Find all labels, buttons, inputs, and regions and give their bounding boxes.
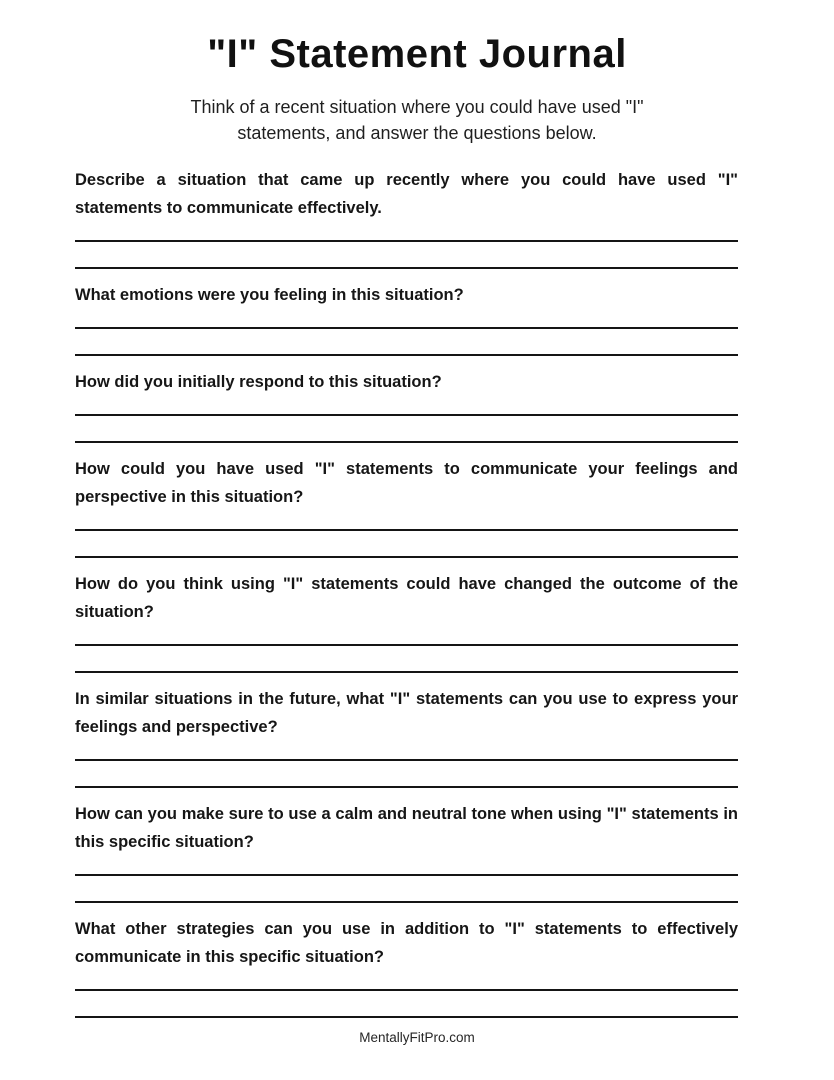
page-subtitle bbox=[0, 94, 834, 146]
questions-section bbox=[75, 166, 738, 1018]
question-block-8 bbox=[75, 915, 738, 1018]
answer-line bbox=[75, 671, 738, 673]
answer-line bbox=[75, 414, 738, 416]
answer-line bbox=[75, 556, 738, 558]
answer-line bbox=[75, 354, 738, 356]
question-block-7 bbox=[75, 800, 738, 903]
question-text: What emotions were you feeling in this situation? bbox=[75, 286, 464, 304]
question-text: What other strategies can you use in addition to "I" statements to effectively communicate in this specific situation? bbox=[75, 920, 738, 966]
answer-line bbox=[75, 1016, 738, 1018]
question-text: In similar situations in the future, what "I" statements can you use to express your feelings and perspective? bbox=[75, 690, 738, 736]
question-block-2 bbox=[75, 281, 738, 356]
answer-line bbox=[75, 529, 738, 531]
question-text: How did you initially respond to this situation? bbox=[75, 373, 442, 391]
answer-line bbox=[75, 267, 738, 269]
answer-line bbox=[75, 989, 738, 991]
question-block-3 bbox=[75, 368, 738, 443]
question-block-4 bbox=[75, 455, 738, 558]
subtitle-line-2: statements, and answer the questions below. bbox=[237, 123, 597, 143]
footer-site-text: MentallyFitPro.com bbox=[359, 1030, 475, 1045]
question-text: How do you think using "I" statements could have changed the outcome of the situation? bbox=[75, 575, 738, 621]
answer-line bbox=[75, 644, 738, 646]
question-block-6 bbox=[75, 685, 738, 788]
answer-line bbox=[75, 759, 738, 761]
question-block-5 bbox=[75, 570, 738, 673]
answer-line bbox=[75, 786, 738, 788]
question-text: Describe a situation that came up recently where you could have used "I" statements to communicate effectively. bbox=[75, 171, 738, 217]
answer-line bbox=[75, 441, 738, 443]
answer-line bbox=[75, 240, 738, 242]
question-text: How can you make sure to use a calm and neutral tone when using "I" statements in this specific situation? bbox=[75, 805, 738, 851]
subtitle-line-1: Think of a recent situation where you could have used "I" bbox=[190, 97, 644, 117]
answer-line bbox=[75, 327, 738, 329]
answer-line bbox=[75, 874, 738, 876]
question-block-1 bbox=[75, 166, 738, 269]
page-title: "I" Statement Journal bbox=[207, 32, 627, 76]
question-text: How could you have used "I" statements to communicate your feelings and perspective in this situation? bbox=[75, 460, 738, 506]
answer-line bbox=[75, 901, 738, 903]
